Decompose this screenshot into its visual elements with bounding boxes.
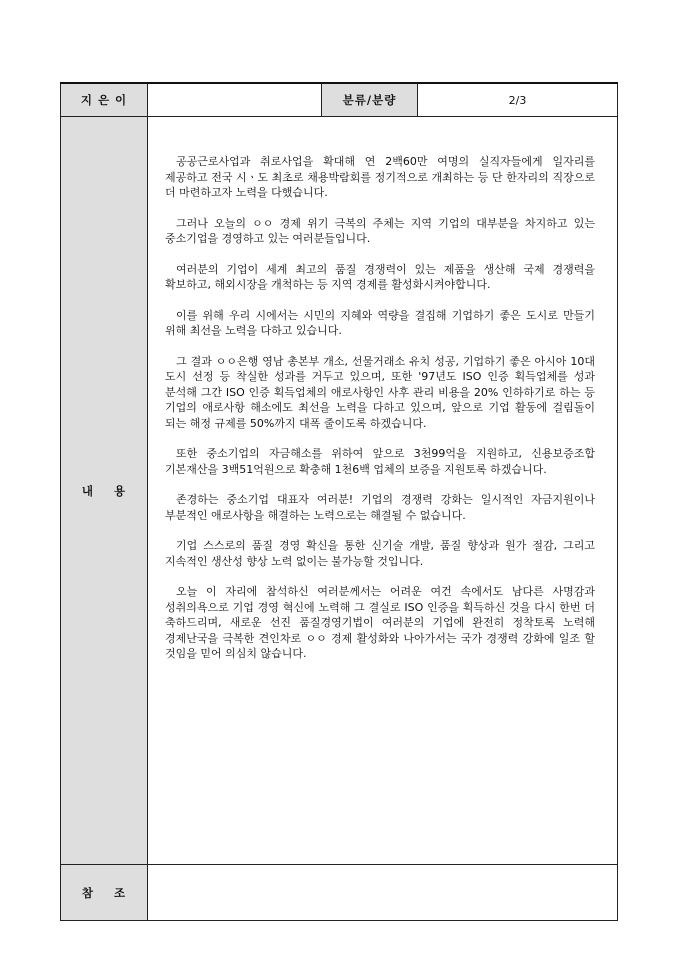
document-form — [60, 82, 618, 921]
paragraph: 그 결과 ㅇㅇ은행 영남 총본부 개소, 선물거래소 유치 성공, 기업하기 좋은 아시아 10대 도시 선정 등 착실한 성과를 거두고 있으며, 또한 '97년도 ISO 인증 획득업체를 성과 분석해 그간 ISO 인증 획득업체의 애로사항인 사후 관리 비용을 20% 인하하기로 하는 등 기업의 애로사항 해소에도 최선을 노력을 다하고 있으며, 앞으로 기업 활동에 걸림돌이 되는 해정 규제를 50%까지 대폭 줄이도록 하겠습니다. — [165, 354, 595, 430]
paragraph: 그러나 오늘의 ㅇㅇ 경제 위기 극복의 주체는 지역 기업의 대부분을 차지하고 있는 중소기업을 경영하고 있는 여러분들입니다. — [165, 216, 595, 245]
reference-label: 참 조 — [61, 865, 148, 921]
paragraph: 존경하는 중소기업 대표자 여러분! 기업의 경쟁력 강화는 일시적인 자금지원이나 부분적인 애로사항을 해결하는 노력으로는 해결될 수 없습니다. — [165, 493, 595, 522]
reference-row — [61, 865, 618, 921]
paragraph: 오늘 이 자리에 참석하신 여러분께서는 어려운 여건 속에서도 남다른 사명감과 성취의욕으로 기업 경영 혁신에 노력해 그 결실로 ISO 인증을 획득하신 것을 다시 한번 더 축하드리며, 새로운 선진 품질경영기법이 여러분의 기업에 완전히 정착토록 노력해 경제난국을 극복한 견인차로 ㅇㅇ 경제 활성화와 나아가서는 국가 경쟁력 강화에 일조 할 것임을 믿어 의심치 않습니다. — [165, 585, 595, 660]
reference-value — [148, 865, 618, 921]
category-value: 2/3 — [418, 83, 618, 117]
content-label: 내 용 — [61, 117, 148, 865]
content-row — [61, 117, 618, 865]
author-label: 지 은 이 — [61, 83, 148, 117]
category-label: 분류/분량 — [322, 83, 418, 117]
paragraph: 기업 스스로의 품질 경영 확신을 통한 신기술 개발, 품질 향상과 원가 절감, 그리고 지속적인 생산성 향상 노력 없이는 불가능할 것입니다. — [165, 539, 595, 568]
author-value — [148, 83, 322, 117]
header-row — [61, 83, 618, 117]
paragraph: 이를 위해 우리 시에서는 시민의 지혜와 역량을 결집해 기업하기 좋은 도시로 만들기 위해 최선을 노력을 다하고 있습니다. — [165, 308, 595, 337]
paragraph: 또한 중소기업의 자금해소를 위하여 앞으로 3천99억을 지원하고, 신용보증조합 기본재산을 3백51억원으로 확충해 1천6백 업체의 보증을 지원토록 하겠습니다. — [165, 447, 595, 476]
content-body — [148, 117, 618, 865]
paragraph: 공공근로사업과 취로사업을 확대해 연 2백60만 여명의 실직자들에게 일자리를 제공하고 전국 시ㆍ도 최초로 채용박람회를 정기적으로 개최하는 등 단 한자리의 직장으로 더 마련하고자 노력을 다했습니다. — [165, 155, 595, 199]
paragraph: 여러분의 기업이 세계 최고의 품질 경쟁력이 있는 제품을 생산해 국제 경쟁력을 확보하고, 해외시장을 개척하는 등 지역 경제를 활성화시켜야합니다. — [165, 262, 595, 291]
